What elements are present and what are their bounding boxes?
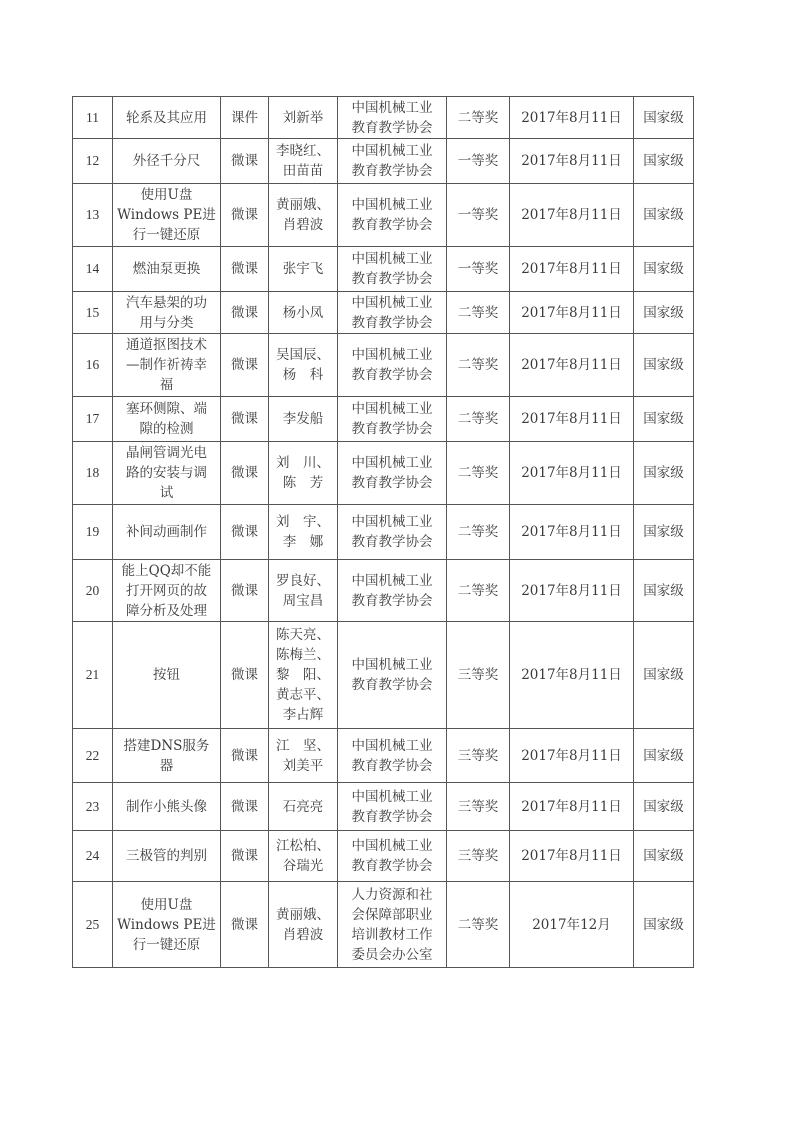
org-line: 教育教学协会: [351, 534, 433, 550]
cell-date: 2017年8月11日: [510, 184, 634, 247]
org-line: 教育教学协会: [351, 367, 433, 383]
cell-title: [113, 882, 221, 968]
title-line: 外径千分尺: [132, 153, 201, 169]
org-line: 教育教学协会: [351, 858, 433, 874]
cell-organization: [338, 783, 447, 831]
authors-line: 黄丽娥、: [276, 906, 330, 923]
org-line: 委员会办公室: [351, 946, 433, 963]
authors-line: 李晓红、: [276, 143, 330, 159]
cell-organization: [338, 729, 447, 783]
table-row: [73, 882, 694, 968]
awards-table: [72, 96, 694, 968]
org-line: 教育教学协会: [351, 217, 433, 233]
cell-organization: [338, 442, 447, 505]
cell-number: 22: [73, 729, 113, 783]
title-line: 用与分类: [139, 314, 194, 331]
authors-line: 刘新举: [282, 109, 324, 126]
cell-type: 微课: [221, 729, 269, 783]
org-line: 教育教学协会: [351, 314, 433, 331]
cell-type: 微课: [221, 505, 269, 560]
org-line: 中国机械工业: [351, 838, 433, 854]
cell-type: 微课: [221, 783, 269, 831]
cell-award: 三等奖: [447, 783, 510, 831]
cell-title: [113, 783, 221, 831]
org-line: 中国机械工业: [351, 788, 433, 805]
cell-date: 2017年8月11日: [510, 831, 634, 882]
table-row: [73, 622, 694, 729]
cell-authors: [269, 292, 338, 334]
cell-date: 2017年8月11日: [510, 560, 634, 622]
org-line: 培训教材工作: [351, 926, 433, 943]
cell-type: 微课: [221, 292, 269, 334]
title-line: 福: [159, 377, 174, 393]
authors-line: 江 坚、: [276, 737, 330, 754]
cell-title: [113, 292, 221, 334]
table-row: [73, 97, 694, 139]
cell-authors: [269, 397, 338, 442]
title-line: 行一键还原: [132, 227, 201, 243]
authors-line: 陈天亮、: [276, 627, 330, 643]
cell-title: [113, 729, 221, 783]
cell-organization: [338, 397, 447, 442]
cell-organization: [338, 97, 447, 139]
cell-number: 16: [73, 334, 113, 397]
cell-type: 微课: [221, 247, 269, 292]
cell-title: [113, 184, 221, 247]
cell-number: 18: [73, 442, 113, 505]
cell-authors: [269, 97, 338, 139]
org-line: 教育教学协会: [351, 757, 433, 774]
cell-level: 国家级: [634, 560, 694, 622]
title-line: 塞环侧隙、端: [126, 401, 207, 417]
table-row: [73, 831, 694, 882]
cell-level: 国家级: [634, 247, 694, 292]
title-line: 汽车悬架的功: [126, 294, 207, 311]
cell-title: [113, 442, 221, 505]
cell-award: 二等奖: [447, 442, 510, 505]
cell-type: 微课: [221, 442, 269, 505]
cell-type: 微课: [221, 139, 269, 184]
cell-title: [113, 622, 221, 729]
cell-award: 一等奖: [447, 184, 510, 247]
cell-organization: [338, 560, 447, 622]
cell-organization: [338, 505, 447, 560]
cell-award: 三等奖: [447, 831, 510, 882]
cell-award: 三等奖: [447, 729, 510, 783]
cell-number: 15: [73, 292, 113, 334]
cell-date: 2017年8月11日: [510, 397, 634, 442]
title-line: 行一键还原: [132, 936, 201, 953]
cell-type: 微课: [221, 184, 269, 247]
cell-level: 国家级: [634, 184, 694, 247]
org-line: 中国机械工业: [351, 347, 433, 363]
authors-line: 肖碧波: [282, 217, 324, 233]
cell-level: 国家级: [634, 334, 694, 397]
cell-authors: [269, 783, 338, 831]
title-line: 制作小熊头像: [126, 798, 207, 815]
org-line: 中国机械工业: [351, 197, 433, 213]
cell-type: 微课: [221, 831, 269, 882]
title-line: 搭建DNS服务: [123, 737, 210, 754]
cell-type: 微课: [221, 334, 269, 397]
cell-type: 微课: [221, 560, 269, 622]
cell-organization: [338, 882, 447, 968]
title-line: 试: [159, 485, 174, 501]
authors-line: 周宝昌: [282, 592, 324, 609]
cell-level: 国家级: [634, 97, 694, 139]
org-line: 中国机械工业: [351, 294, 433, 311]
cell-award: 二等奖: [447, 882, 510, 968]
cell-level: 国家级: [634, 505, 694, 560]
cell-number: 20: [73, 560, 113, 622]
table-row: [73, 292, 694, 334]
org-line: 中国机械工业: [351, 572, 433, 589]
cell-title: [113, 397, 221, 442]
authors-line: 刘美平: [282, 757, 324, 774]
cell-date: 2017年8月11日: [510, 139, 634, 184]
table-row: [73, 334, 694, 397]
cell-number: 11: [73, 97, 113, 139]
cell-authors: [269, 729, 338, 783]
org-line: 中国机械工业: [351, 514, 433, 530]
table-row: [73, 442, 694, 505]
authors-line: 陈 芳: [282, 475, 324, 491]
title-line: 路的安装与调: [126, 465, 207, 481]
org-line: 中国机械工业: [351, 737, 433, 754]
table-row: [73, 729, 694, 783]
cell-number: 13: [73, 184, 113, 247]
cell-type: 微课: [221, 882, 269, 968]
awards-table-body: [73, 97, 694, 968]
org-line: 中国机械工业: [351, 401, 433, 417]
cell-date: 2017年8月11日: [510, 505, 634, 560]
cell-title: [113, 831, 221, 882]
title-line: 器: [159, 757, 174, 774]
title-line: 晶闸管调光电: [126, 445, 207, 461]
cell-type: 微课: [221, 622, 269, 729]
cell-award: 二等奖: [447, 505, 510, 560]
cell-date: 2017年8月11日: [510, 729, 634, 783]
cell-authors: [269, 831, 338, 882]
table-row: [73, 505, 694, 560]
authors-line: 黄志平、: [276, 687, 330, 703]
cell-title: [113, 560, 221, 622]
cell-award: 三等奖: [447, 622, 510, 729]
cell-authors: [269, 139, 338, 184]
cell-date: 2017年8月11日: [510, 334, 634, 397]
title-line: 三极管的判别: [126, 848, 207, 864]
title-line: 使用U盘: [140, 896, 193, 913]
title-line: 障分析及处理: [126, 602, 207, 619]
cell-level: 国家级: [634, 882, 694, 968]
authors-line: 黄丽娥、: [276, 197, 330, 213]
cell-organization: [338, 831, 447, 882]
title-line: 能上QQ却不能: [121, 562, 212, 579]
cell-authors: [269, 505, 338, 560]
title-line: 燃油泵更换: [132, 261, 201, 277]
org-line: 教育教学协会: [351, 592, 433, 609]
org-line: 中国机械工业: [351, 251, 433, 267]
org-line: 会保障部职业: [351, 906, 433, 923]
cell-award: 二等奖: [447, 334, 510, 397]
org-line: 中国机械工业: [351, 657, 433, 673]
title-line: Windows PE进: [117, 916, 216, 933]
cell-organization: [338, 139, 447, 184]
cell-number: 21: [73, 622, 113, 729]
authors-line: 陈梅兰、: [276, 647, 330, 663]
title-line: 按钮: [153, 667, 180, 683]
cell-award: 二等奖: [447, 397, 510, 442]
cell-authors: [269, 184, 338, 247]
authors-line: 杨小凤: [282, 304, 324, 321]
cell-level: 国家级: [634, 831, 694, 882]
cell-date: 2017年8月11日: [510, 442, 634, 505]
cell-title: [113, 505, 221, 560]
cell-level: 国家级: [634, 442, 694, 505]
org-line: 教育教学协会: [351, 271, 433, 287]
authors-line: 李占辉: [282, 707, 324, 723]
cell-award: 一等奖: [447, 247, 510, 292]
title-line: 打开网页的故: [126, 582, 207, 599]
table-row: [73, 397, 694, 442]
cell-date: 2017年8月11日: [510, 783, 634, 831]
cell-award: 一等奖: [447, 139, 510, 184]
cell-number: 17: [73, 397, 113, 442]
cell-authors: [269, 622, 338, 729]
org-line: 教育教学协会: [351, 475, 433, 491]
org-line: 中国机械工业: [351, 143, 433, 159]
authors-line: 杨 科: [282, 367, 324, 383]
authors-line: 刘 宇、: [276, 514, 330, 530]
title-line: 使用U盘: [140, 187, 193, 203]
cell-title: [113, 97, 221, 139]
cell-title: [113, 139, 221, 184]
org-line: 中国机械工业: [351, 99, 433, 116]
authors-line: 李 娜: [282, 534, 324, 550]
cell-organization: [338, 184, 447, 247]
org-line: 教育教学协会: [351, 163, 433, 179]
authors-line: 谷瑞光: [282, 858, 324, 874]
cell-authors: [269, 882, 338, 968]
authors-line: 张宇飞: [282, 261, 324, 277]
cell-number: 24: [73, 831, 113, 882]
cell-type: 微课: [221, 397, 269, 442]
cell-type: 课件: [221, 97, 269, 139]
cell-number: 19: [73, 505, 113, 560]
table-row: [73, 184, 694, 247]
title-line: 通道抠图技术: [126, 337, 207, 353]
title-line: 轮系及其应用: [126, 109, 207, 126]
authors-line: 李发船: [282, 411, 324, 427]
cell-award: 二等奖: [447, 560, 510, 622]
cell-date: 2017年8月11日: [510, 292, 634, 334]
cell-number: 25: [73, 882, 113, 968]
title-line: 补间动画制作: [126, 524, 207, 540]
cell-authors: [269, 247, 338, 292]
authors-line: 黎 阳、: [276, 667, 330, 683]
cell-level: 国家级: [634, 622, 694, 729]
org-line: 教育教学协会: [351, 421, 433, 437]
table-row: [73, 783, 694, 831]
authors-line: 吴国辰、: [276, 347, 330, 363]
cell-date: 2017年12月: [510, 882, 634, 968]
cell-level: 国家级: [634, 729, 694, 783]
table-row: [73, 139, 694, 184]
authors-line: 罗良好、: [276, 572, 330, 589]
authors-line: 刘 川、: [276, 455, 330, 471]
cell-date: 2017年8月11日: [510, 247, 634, 292]
authors-line: 田苗苗: [282, 163, 324, 179]
cell-level: 国家级: [634, 292, 694, 334]
authors-line: 江松柏、: [276, 838, 330, 854]
cell-date: 2017年8月11日: [510, 97, 634, 139]
cell-number: 14: [73, 247, 113, 292]
org-line: 教育教学协会: [351, 677, 433, 693]
cell-organization: [338, 622, 447, 729]
cell-organization: [338, 334, 447, 397]
cell-number: 23: [73, 783, 113, 831]
cell-title: [113, 247, 221, 292]
table-row: [73, 247, 694, 292]
cell-organization: [338, 247, 447, 292]
cell-level: 国家级: [634, 783, 694, 831]
authors-line: 肖碧波: [282, 926, 324, 943]
title-line: 隙的检测: [139, 421, 194, 437]
org-line: 中国机械工业: [351, 455, 433, 471]
org-line: 教育教学协会: [351, 119, 433, 136]
cell-authors: [269, 560, 338, 622]
title-line: —制作祈祷幸: [126, 357, 207, 373]
org-line: 人力资源和社: [351, 886, 433, 903]
cell-authors: [269, 442, 338, 505]
cell-number: 12: [73, 139, 113, 184]
cell-award: 二等奖: [447, 292, 510, 334]
org-line: 教育教学协会: [351, 808, 433, 825]
cell-title: [113, 334, 221, 397]
authors-line: 石亮亮: [282, 798, 324, 815]
title-line: Windows PE进: [117, 207, 216, 223]
cell-level: 国家级: [634, 139, 694, 184]
cell-organization: [338, 292, 447, 334]
cell-authors: [269, 334, 338, 397]
table-row: [73, 560, 694, 622]
cell-award: 二等奖: [447, 97, 510, 139]
cell-level: 国家级: [634, 397, 694, 442]
cell-date: 2017年8月11日: [510, 622, 634, 729]
